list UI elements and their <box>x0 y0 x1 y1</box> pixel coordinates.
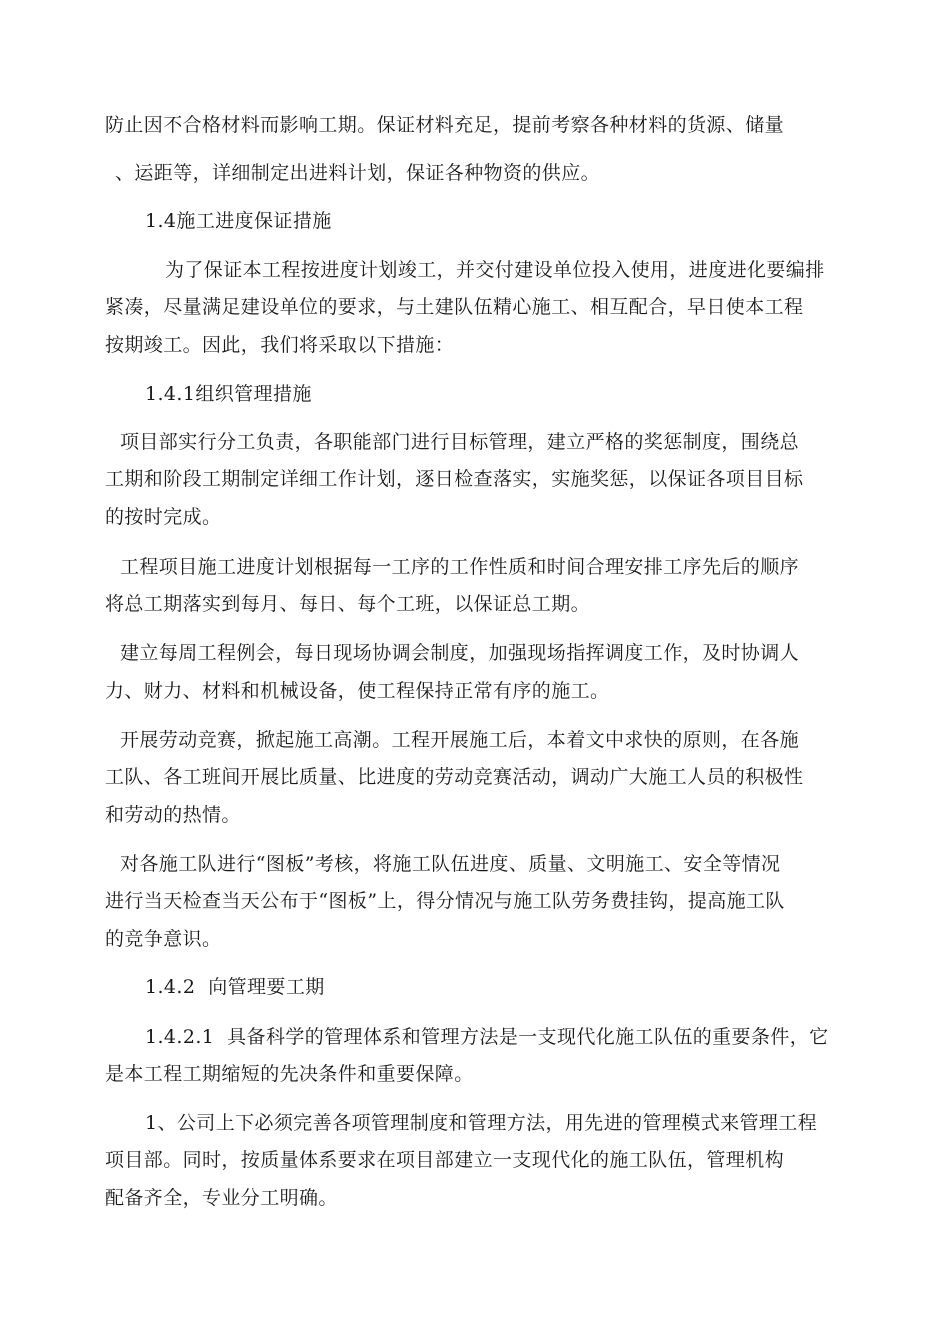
text-line: 对各施工队进行“图板”考核，将施工队伍进度、质量、文明施工、安全等情况 <box>120 853 781 875</box>
text-line: 和劳动的热情。 <box>105 804 241 826</box>
section-heading: 1.4施工进度保证措施 <box>145 210 332 232</box>
text-line: 是本工程工期缩短的先决条件和重要保障。 <box>105 1063 474 1085</box>
text-line: 项目部实行分工负责，各职能部门进行目标管理，建立严格的奖惩制度，围绕总 <box>120 431 800 453</box>
text-line: 为了保证本工程按进度计划竣工，并交付建设单位投入使用，进度进化要编排 <box>165 259 825 281</box>
text-line: 进行当天检查当天公布于“图板”上，得分情况与施工队劳务费挂钩，提高施工队 <box>105 890 785 912</box>
text-line: 的竞争意识。 <box>105 928 222 950</box>
text-line: 配备齐全，专业分工明确。 <box>105 1187 338 1209</box>
text-line: 项目部。同时，按质量体系要求在项目部建立一支现代化的施工队伍，管理机构 <box>105 1149 785 1171</box>
text-line: 1、公司上下必须完善各项管理制度和管理方法，用先进的管理模式来管理工程 <box>145 1112 818 1134</box>
text-line: 将总工期落实到每月、每日、每个工班，以保证总工期。 <box>105 593 591 615</box>
section-heading: 1.4.2 向管理要工期 <box>145 976 325 998</box>
text-line: 紧凑，尽量满足建设单位的要求，与土建队伍精心施工、相互配合，早日使本工程 <box>105 296 804 318</box>
text-line: 工队、各工班间开展比质量、比进度的劳动竞赛活动，调动广大施工人员的积极性 <box>105 766 804 788</box>
text-line: 、运距等，详细制定出进料计划，保证各种物资的供应。 <box>115 162 601 184</box>
text-line: 工期和阶段工期制定详细工作计划，逐日检查落实，实施奖惩，以保证各项目目标 <box>105 468 804 490</box>
text-line: 1.4.2.1 具备科学的管理体系和管理方法是一支现代化施工队伍的重要条件，它 <box>145 1026 829 1048</box>
text-line: 力、财力、材料和机械设备，使工程保持正常有序的施工。 <box>105 680 610 702</box>
section-heading: 1.4.1组织管理措施 <box>145 383 312 405</box>
text-line: 建立每周工程例会，每日现场协调会制度，加强现场指挥调度工作，及时协调人 <box>120 642 800 664</box>
text-line: 工程项目施工进度计划根据每一工序的工作性质和时间合理安排工序先后的顺序 <box>120 556 800 578</box>
text-line: 的按时完成。 <box>105 506 222 528</box>
text-line: 按期竣工。因此，我们将采取以下措施： <box>105 334 455 356</box>
text-line: 防止因不合格材料而影响工期。保证材料充足，提前考察各种材料的货源、储量 <box>105 114 785 136</box>
text-line: 开展劳动竞赛，掀起施工高潮。工程开展施工后，本着文中求快的原则，在各施 <box>120 729 800 751</box>
